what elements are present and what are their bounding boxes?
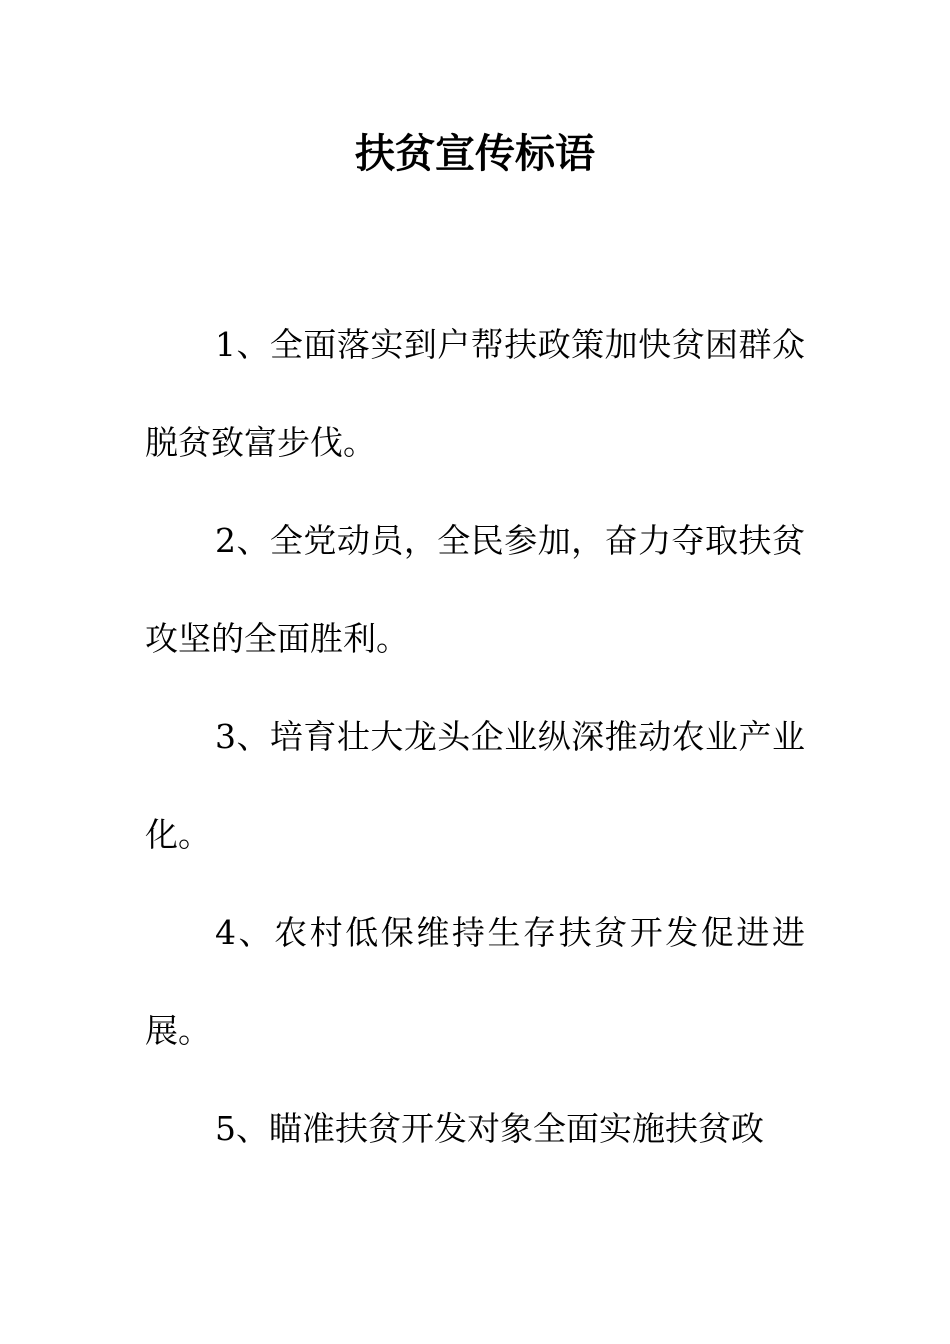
slogan-paragraph-2: 2、全党动员，全民参加，奋力夺取扶贫攻坚的全面胜利。 — [145, 521, 805, 658]
slogan-paragraph-3: 3、培育壮大龙头企业纵深推动农业产业化。 — [145, 717, 805, 854]
slogan-paragraph-5: 5、瞄准扶贫开发对象全面实施扶贫政 — [215, 1109, 764, 1148]
document-title: 扶贫宣传标语 — [355, 130, 595, 177]
slogan-paragraph-1: 1、全面落实到户帮扶政策加快贫困群众脱贫致富步伐。 — [145, 325, 805, 462]
slogan-paragraph-4: 4、农村低保维持生存扶贫开发促进进展。 — [145, 913, 805, 1050]
document-body — [145, 296, 805, 1178]
